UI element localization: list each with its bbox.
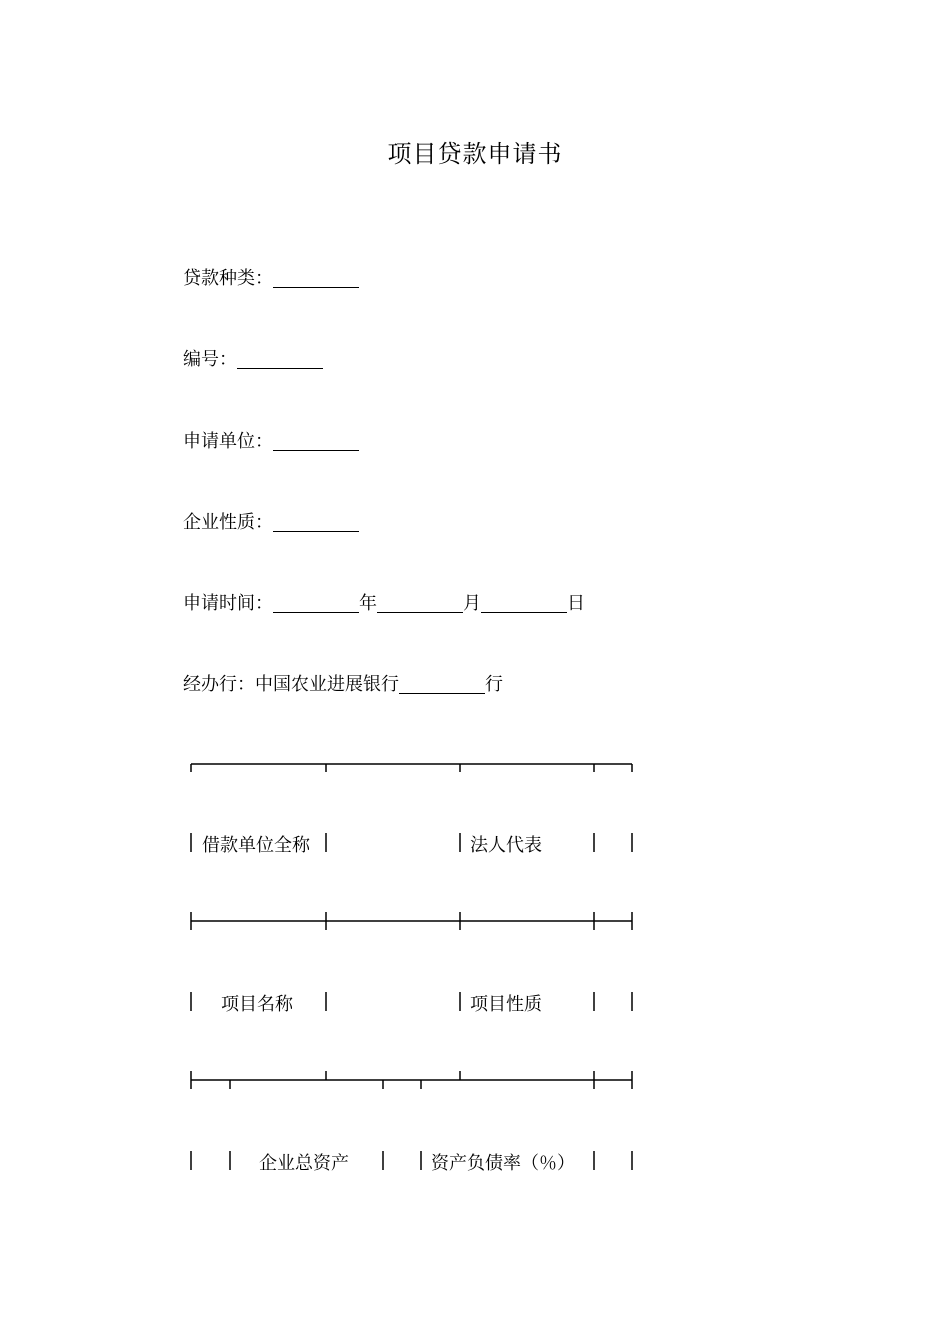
legal-representative-header: 法人代表 <box>470 835 542 856</box>
debt-ratio-value[interactable] <box>598 1149 628 1171</box>
debt-ratio-header: 资产负债率（％） <box>431 1153 575 1174</box>
month-label: 月 <box>463 593 481 614</box>
day-label: 日 <box>567 593 585 614</box>
apply-time-label: 申请时间： <box>183 593 273 614</box>
bank-suffix-label: 行 <box>485 674 503 695</box>
total-assets-value[interactable] <box>387 1149 417 1171</box>
applicant-label: 申请单位： <box>183 431 273 452</box>
project-name-header: 项目名称 <box>221 994 293 1015</box>
legal-representative-value[interactable] <box>598 831 628 853</box>
handling-bank-label: 经办行：中国农业进展银行 <box>183 674 399 695</box>
total-assets-header: 企业总资产 <box>259 1153 349 1174</box>
year-label: 年 <box>359 593 377 614</box>
enterprise-nature-label: 企业性质： <box>183 512 273 533</box>
page-title: 项目贷款申请书 <box>387 140 563 168</box>
project-nature-header: 项目性质 <box>470 994 542 1015</box>
number-label: 编号： <box>183 349 237 370</box>
borrower-name-value[interactable] <box>330 831 456 853</box>
loan-type-label: 贷款种类： <box>183 268 273 289</box>
project-name-value[interactable] <box>330 990 456 1012</box>
project-nature-value[interactable] <box>598 990 628 1012</box>
borrower-name-header: 借款单位全称 <box>202 835 310 856</box>
